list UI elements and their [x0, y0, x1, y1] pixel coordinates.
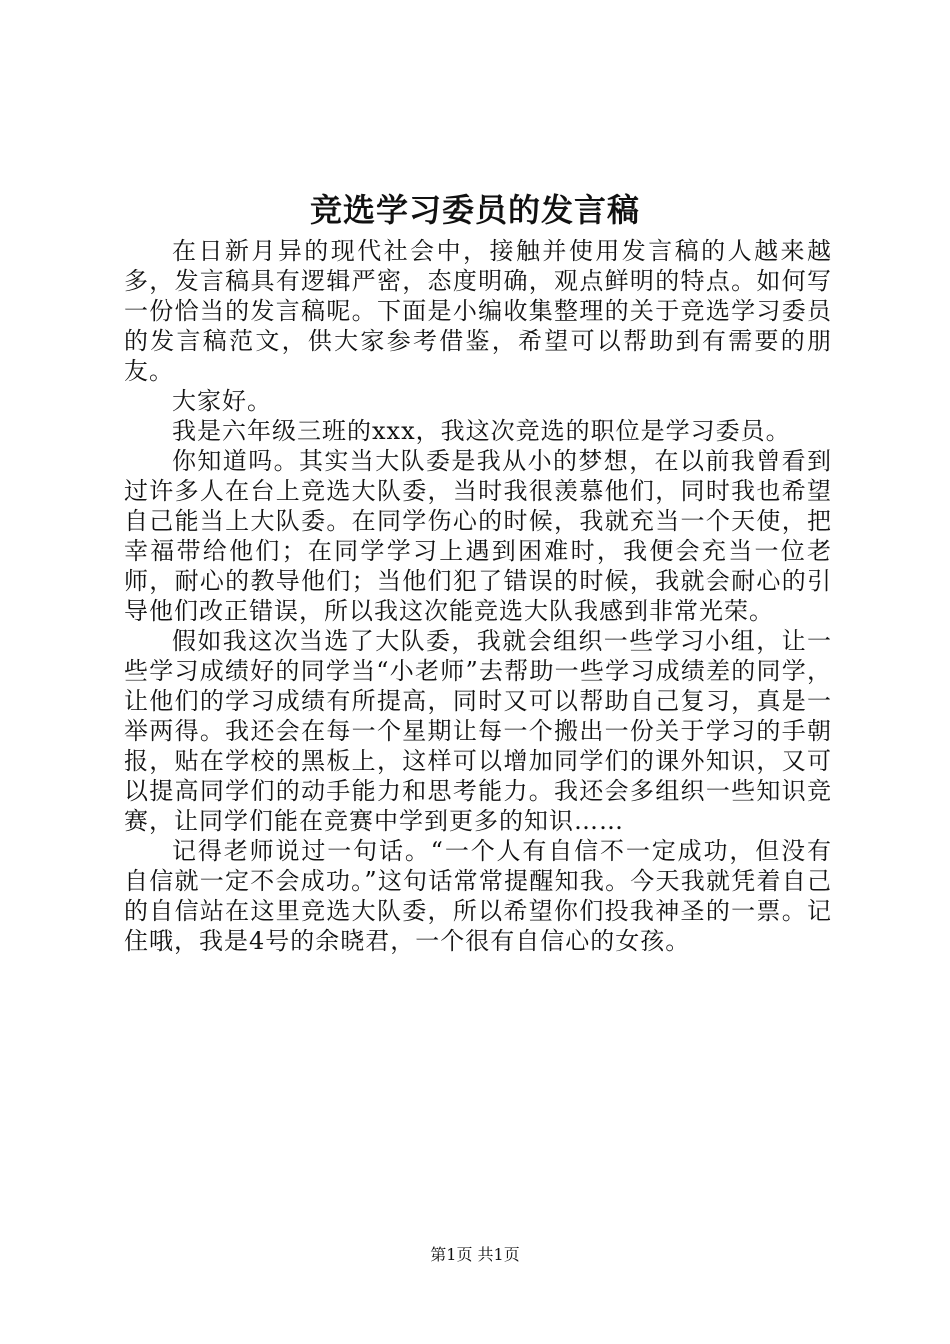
paragraph-intro: 在日新月异的现代社会中，接触并使用发言稿的人越来越多，发言稿具有逻辑严密，态度明确，观点鲜明的特点。如何写一份恰当的发言稿呢。下面是小编收集整理的关于竞选学习委员的发言稿范文，供大家参考借鉴，希望可以帮助到有需要的朋友。	[124, 237, 832, 385]
paragraph-self-introduction: 我是六年级三班的xxx，我这次竞选的职位是学习委员。	[172, 417, 791, 445]
document-body	[124, 236, 832, 956]
paragraph-plans: 假如我这次当选了大队委，我就会组织一些学习小组，让一些学习成绩好的同学当“小老师”去帮助一些学习成绩差的同学，让他们的学习成绩有所提高，同时又可以帮助自己复习，真是一举两得。我还会在每一个星期让每一个搬出一份关于学习的手朝报，贴在学校的黑板上，这样可以增加同学们的课外知识，又可以提高同学们的动手能力和思考能力。我还会多组织一些知识竞赛，让同学们能在竞赛中学到更多的知识……	[124, 627, 832, 835]
paragraph-closing: 记得老师说过一句话。“一个人有自信不一定成功，但没有自信就一定不会成功。”这句话常常提醒知我。今天我就凭着自己的自信站在这里竞选大队委，所以希望你们投我神圣的一票。记住哦，我是4号的余晓君，一个很有自信心的女孩。	[124, 837, 832, 955]
paragraph-greeting: 大家好。	[172, 387, 272, 415]
document-title: 竞选学习委员的发言稿	[309, 191, 640, 229]
page-footer: 第1页 共1页	[430, 1245, 520, 1264]
paragraph-dream: 你知道吗。其实当大队委是我从小的梦想，在以前我曾看到过许多人在台上竞选大队委，当时我很羡慕他们，同时我也希望自己能当上大队委。在同学伤心的时候，我就充当一个天使，把幸福带给他们；在同学学习上遇到困难时，我便会充当一位老师，耐心的教导他们；当他们犯了错误的时候，我就会耐心的引导他们改正错误，所以我这次能竞选大队我感到非常光荣。	[124, 447, 832, 625]
